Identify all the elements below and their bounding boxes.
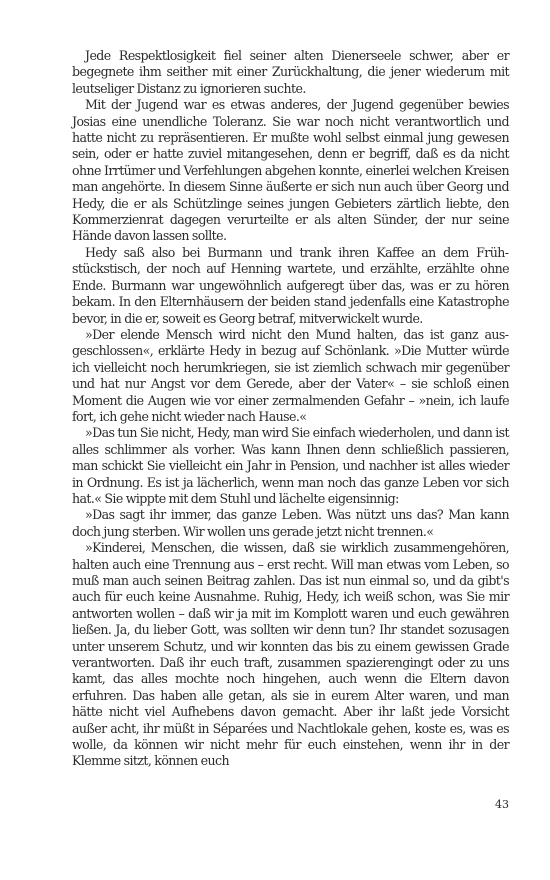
- body-text: [72, 48, 509, 770]
- paragraph: »Das sagt ihr immer, das ganze Leben. Was nützt uns das? Man kann doch jung sterben. Wir wollen uns gerade jetzt nicht trennen.«: [72, 507, 509, 539]
- paragraph: »Das tun Sie nicht, Hedy, man wird Sie einfach wiederholen, und dann ist alles schlimmer als vorher. Was kann Ihnen denn schließlich passieren, man schickt Sie vielleicht ein Jahr in Pension, und nachher ist alles wieder in Ordnung. Es ist ja lächerlich, wenn man noch das ganze Leben vor sich hat.« Sie wippte mit dem Stuhl und lächelte eigensinnig:: [72, 425, 509, 506]
- paragraph: Hedy saß also bei Burmann und trank ihren Kaffee an dem Frühstückstisch, der noch auf Henning wartete, und erzählte, erzählte ohne Ende. Burmann war ungewöhnlich aufgeregt über das, was er zu hören bekam. In den Elternhäusern der beiden stand jedenfalls eine Katastrophe bevor, in die er, soweit es Georg betraf, mitverwickelt wurde.: [72, 244, 509, 326]
- paragraph: »Kinderei, Menschen, die wissen, daß sie wirklich zusammengehören, halten auch eine Trennung aus – erst recht. Will man etwas vom Leben, so muß man auch seinen Beitrag zahlen. Das ist nun einmal so, und da gibt's auch für euch keine Ausnahme. Ruhig, Hedy, ich weiß schon, was Sie mir antworten wollen – daß wir ja mit im Komplott waren und euch gewähren ließen. Ja, du lieber Gott, was sollten wir denn tun? Ihr standet sozusagen unter unserem Schutz, und wir konnten das bis zu einem gewissen Grade verantworten. Daß ihr euch traft, zusammen spazierengingt oder zu uns kamt, das alles mochte noch hingehen, auch wenn die Eltern davon erfuhren. Das haben alle getan, als sie in eurem Alter waren, und man hätte nicht viel Aufhebens davon gemacht. Aber ihr laßt jede Vorsicht außer acht, ihr müßt in Séparées und Nachtlokale gehen, koste es, was es wolle, da können wir nicht mehr für euch einstehen, wenn ihr in der Klemme sitzt, können euch: [72, 540, 509, 769]
- paragraph: Jede Respektlosigkeit fiel seiner alten Dienerseele schwer, aber er begegnete ihm seither mit einer Zurückhaltung, die jener wiederum mit leutseliger Distanz zu ignorieren suchte.: [72, 48, 509, 96]
- page-number: 43: [495, 798, 509, 811]
- paragraph: »Der elende Mensch wird nicht den Mund halten, das ist ganz ausgeschlossen«, erklärte Hedy in bezug auf Schönlank. »Die Mutter würde ich vielleicht noch herumkriegen, sie ist ziemlich schwach mir gegenüber und hat nur Angst vor dem Gerede, aber der Vater« – sie schloß einen Moment die Augen wie vor einer zermalmenden Gefahr – »nein, ich laufe fort, ich gehe nicht wieder nach Hause.«: [72, 326, 509, 424]
- paragraph: Mit der Jugend war es etwas anderes, der Jugend gegenüber bewies Josias eine unendliche Toleranz. Sie war noch nicht verantwortlich und hatte nicht zu repräsentieren. Er mußte wohl selbst einmal jung gewesen sein, oder er hatte zuviel mitangesehen, denn er begriff, daß es da nicht ohne Irrtümer und Verfehlungen abgehen konnte, einerlei welchen Kreisen man angehörte. In diesem Sinne äußerte er sich nun auch über Georg und Hedy, die er als Schützlinge seines jungen Gebieters zärtlich liebte, den Kommerzienrat dagegen verurteilte er als alten Sünder, der nur seine Hände davon lassen sollte.: [72, 97, 509, 244]
